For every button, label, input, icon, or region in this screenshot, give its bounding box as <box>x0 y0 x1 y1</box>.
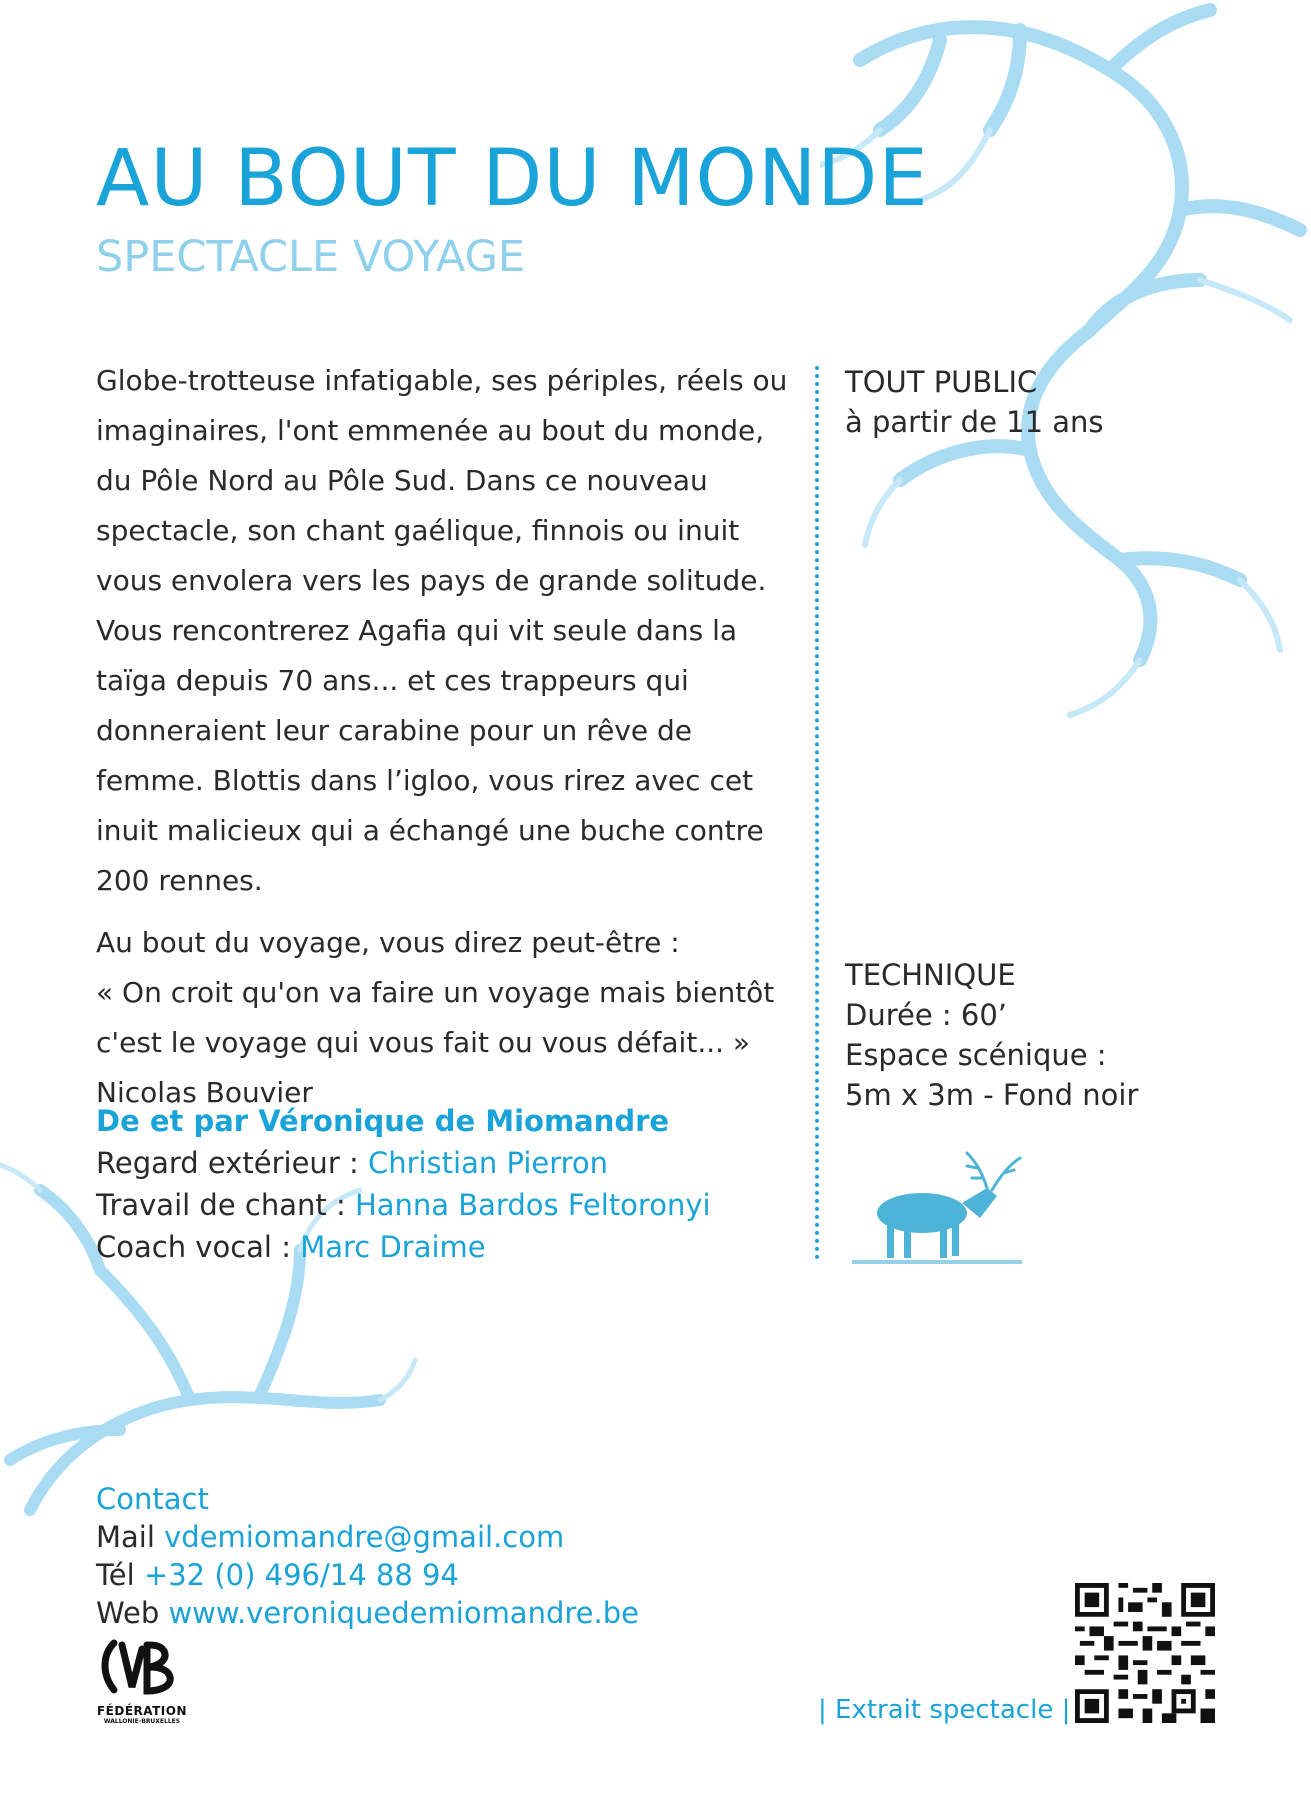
web-label: Web <box>96 1596 169 1630</box>
credit-line <box>96 1142 711 1184</box>
antler-illustration-top-right <box>820 0 1311 720</box>
credit-name: Marc Draime <box>300 1230 486 1264</box>
credit-name: Hanna Bardos Feltoronyi <box>354 1188 711 1222</box>
credit-role: Coach vocal : <box>96 1230 301 1264</box>
audience-heading: TOUT PUBLIC <box>845 365 1038 399</box>
description-paragraph: Globe-trotteuse infatigable, ses périples, réels ou imaginaires, l'ont emmenée au bout du monde, du Pôle Nord au Pôle Sud. Dans ce nouveau spectacle, son chant gaélique, finnois ou inuit vous envolera vers les pays de grande solitude. Vous rencontrerez Agafia qui vit seule dans la taïga depuis 70 ans... et ces trappeurs qui donneraient leur carabine pour un rêve de femme. Blottis dans l’igloo, vous rirez avec cet inuit malicieux qui a échangé une buche contre 200 rennes. <box>96 364 788 897</box>
contact-web-line <box>96 1594 639 1632</box>
credit-role: Travail de chant : <box>96 1188 355 1222</box>
audience-age: à partir de 11 ans <box>845 405 1104 439</box>
extrait-link-container <box>818 1695 1070 1725</box>
mail-label: Mail <box>96 1520 165 1554</box>
page-title: AU BOUT DU MONDE <box>96 134 929 224</box>
tel-link[interactable]: +32 (0) 496/14 88 94 <box>143 1558 459 1592</box>
credit-name: Christian Pierron <box>367 1146 609 1180</box>
credit-line <box>96 1184 711 1226</box>
technique-space-label: Espace scénique : <box>845 1038 1107 1072</box>
credit-line <box>96 1226 711 1268</box>
credit-role: Regard extérieur : <box>96 1146 368 1180</box>
reindeer-illustration <box>852 1148 1022 1268</box>
credits <box>96 1100 711 1268</box>
contact-block <box>96 1480 639 1632</box>
quote-text: « On croit qu'on va faire un voyage mais bientôt c'est le voyage qui vous fait ou vous défait... » <box>96 976 775 1059</box>
qr-code[interactable] <box>1075 1583 1215 1723</box>
technique-duration: Durée : 60’ <box>845 998 1008 1032</box>
extrait-spectacle-link[interactable]: | Extrait spectacle | <box>818 1695 1071 1725</box>
logo-subtext: WALLONIE-BRUXELLES <box>103 1718 181 1725</box>
audience-block <box>845 362 1104 442</box>
technique-block <box>845 955 1138 1115</box>
logo-text: FÉDÉRATION <box>96 1704 188 1718</box>
federation-logo <box>92 1635 192 1725</box>
quote-author: Nicolas Bouvier <box>96 1076 313 1109</box>
description <box>96 356 796 1118</box>
mail-link[interactable]: vdemiomandre@gmail.com <box>164 1520 565 1554</box>
contact-mail-line <box>96 1518 639 1556</box>
web-link[interactable]: www.veroniquedemiomandre.be <box>168 1596 639 1630</box>
federation-logo-icon <box>92 1635 192 1701</box>
contact-heading: Contact <box>96 1482 209 1516</box>
tel-label: Tél <box>96 1558 144 1592</box>
page-subtitle: SPECTACLE VOYAGE <box>96 232 526 282</box>
technique-heading: TECHNIQUE <box>845 958 1016 992</box>
contact-tel-line <box>96 1556 639 1594</box>
quote-intro: Au bout du voyage, vous direz peut-être : <box>96 926 680 959</box>
dotted-divider <box>815 366 819 1260</box>
technique-space-value: 5m x 3m - Fond noir <box>845 1078 1139 1112</box>
credits-lead: De et par Véronique de Miomandre <box>96 1104 670 1138</box>
